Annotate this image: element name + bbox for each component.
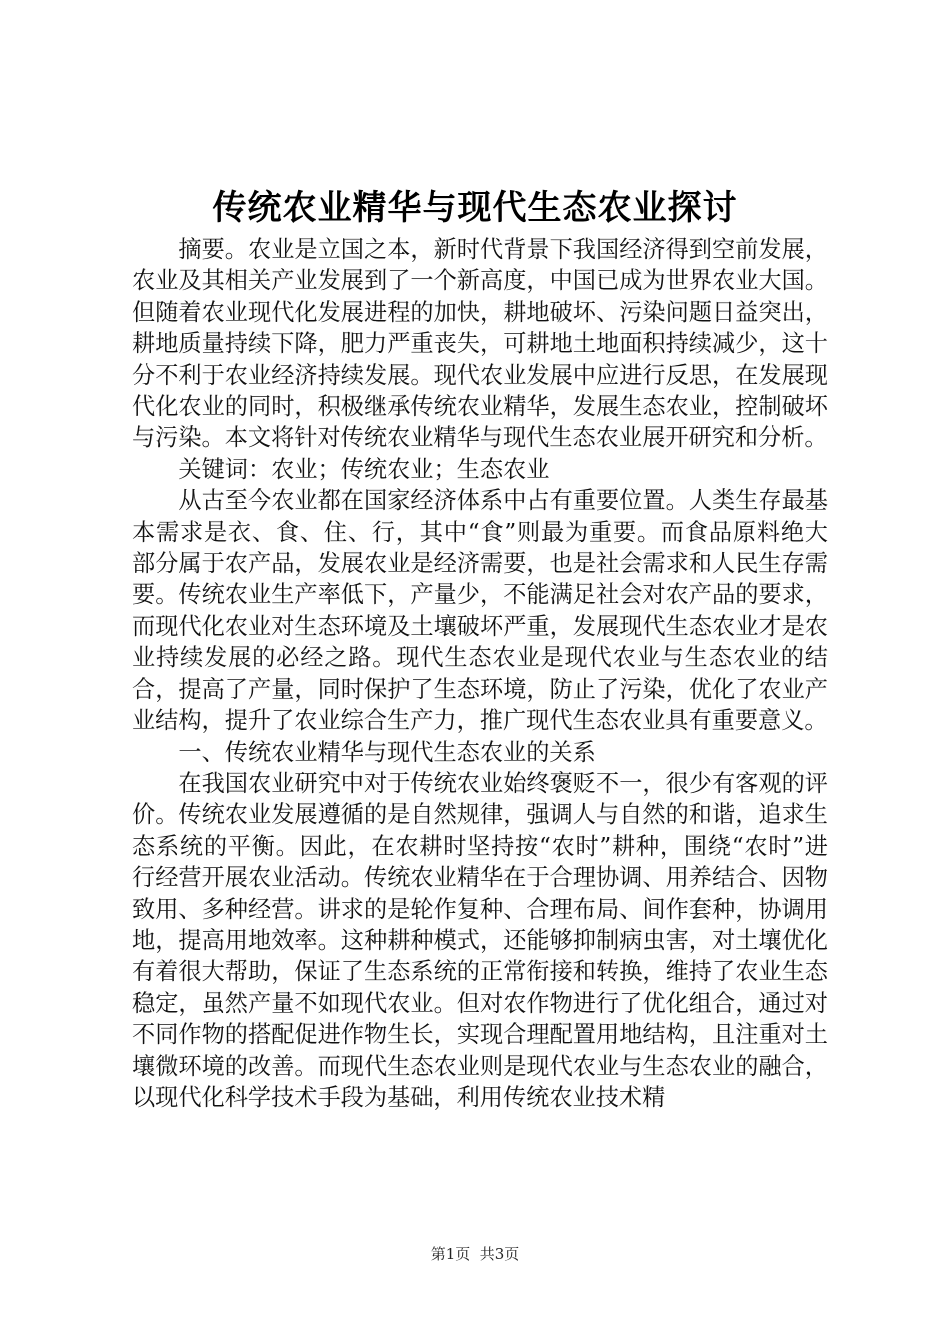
page-number-footer (0, 1244, 950, 1264)
section-heading: 一、传统农业精华与现代生态农业的关系 (178, 738, 596, 766)
section-paragraph: 在我国农业研究中对于传统农业始终褒贬不一，很少有客观的评价。传统农业发展遵循的是自然规律，强调人与自然的和谐，追求生态系统的平衡。因此，在农耕时坚持按“农时”耕种，围绕“农时”进行经营开展农业活动。传统农业精华在于合理协调、用养结合、因物致用、多种经营。讲求的是轮作复种、合理布局、间作套种，协调用地，提高用地效率。这种耕种模式，还能够抑制病虫害，对土壤优化有着很大帮助，保证了生态系统的正常衔接和转换，维持了农业生态稳定，虽然产量不如现代农业。但对农作物进行了优化组合，通过对不同作物的搭配促进作物生长，实现合理配置用地结构，且注重对土壤微环境的改善。而现代生态农业则是现代农业与生态农业的融合，以现代化科学技术手段为基础，利用传统农业技术精 (132, 769, 828, 1111)
page-number-label: 第1页 共3页 (430, 1245, 520, 1263)
document-body (132, 234, 828, 1113)
document-title: 传统农业精华与现代生态农业探讨 (212, 188, 738, 228)
intro-paragraph: 从古至今农业都在国家经济体系中占有重要位置。人类生存最基本需求是衣、食、住、行，其中“食”则最为重要。而食品原料绝大部分属于农产品，发展农业是经济需要，也是社会需求和人民生存需要。传统农业生产率低下，产量少，不能满足社会对农产品的要求，而现代化农业对生态环境及土壤破坏严重，发展现代生态农业才是农业持续发展的必经之路。现代生态农业是现代农业与生态农业的结合，提高了产量，同时保护了生态环境，防止了污染，优化了农业产业结构，提升了农业综合生产力，推广现代生态农业具有重要意义。 (132, 487, 828, 735)
abstract-paragraph: 摘要。农业是立国之本，新时代背景下我国经济得到空前发展，农业及其相关产业发展到了一个新高度，中国已成为世界农业大国。但随着农业现代化发展进程的加快，耕地破坏、污染问题日益突出，耕地质量持续下降，肥力严重丧失，可耕地土地面积持续减少，这十分不利于农业经济持续发展。现代农业发展中应进行反思，在发展现代化农业的同时，积极继承传统农业精华，发展生态农业，控制破坏与污染。本文将针对传统农业精华与现代生态农业展开研究和分析。 (132, 236, 828, 452)
keywords-line: 关键词：农业；传统农业；生态农业 (178, 455, 550, 483)
